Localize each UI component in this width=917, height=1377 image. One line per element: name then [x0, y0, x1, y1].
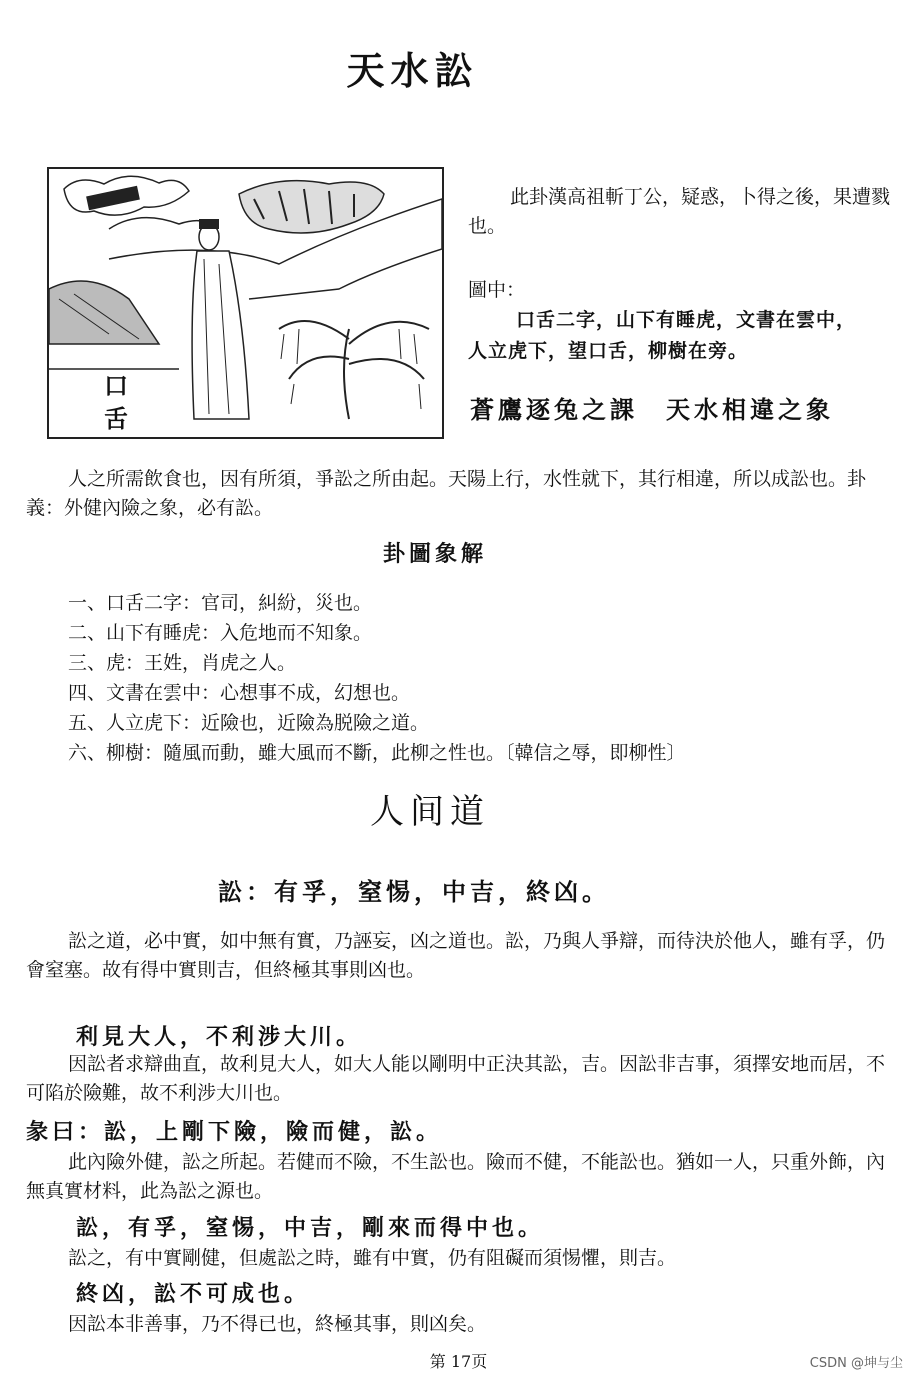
- line-3-explanation: 此內險外健，訟之所起。若健而不險，不生訟也。險而不健，不能訟也。猶如一人，只重外飾，內無真實材料，此為訟之源也。: [26, 1151, 886, 1202]
- illustration-label: 口: [104, 371, 128, 400]
- list-item: 一、口舌二字：官司，糾紛，災也。: [68, 592, 373, 614]
- watermark: CSDN @坤与尘: [809, 1356, 903, 1371]
- line-4-explanation: 訟之，有中實剛健，但處訟之時，雖有中實，仍有阻礙而須惕懼，則吉。: [68, 1247, 677, 1269]
- judgment-explanation: 訟之道，必中實，如中無有實，乃誣妄，凶之道也。訟，乃與人爭辯，而待決於他人，雖有孚，仍會窒塞。故有得中實則吉，但終極其事則凶也。: [26, 930, 886, 981]
- lesson-title: 蒼鷹逐兔之課 天水相違之象: [470, 395, 834, 424]
- mountain-left: [49, 281, 159, 344]
- line-4-text: 訟，有孚，窒惕，中吉，剛來而得中也。: [76, 1215, 545, 1241]
- list-item: 五、人立虎下：近險也，近險為脱險之道。: [68, 712, 430, 734]
- line-5-explanation: 因訟本非善事，乃不得已也，終極其事，則凶矣。: [68, 1313, 487, 1335]
- willow-tree: [279, 321, 429, 419]
- line-2-explanation: 因訟者求辯曲直，故利見大人，如大人能以剛明中正決其訟，吉。因訟非吉事，須擇安地而居，不可陷於險難，故不利涉大川也。: [26, 1053, 886, 1104]
- list-item: 三、虎：王姓，肖虎之人。: [68, 652, 297, 674]
- illustration-svg: [49, 169, 442, 437]
- page-number: 第 17页: [429, 1352, 488, 1371]
- illustration-label: 舌: [104, 404, 128, 433]
- figure-caption-line-2: 人立虎下，望口舌，柳樹在旁。: [468, 340, 749, 362]
- line-2-text: 利見大人，不利涉大川。: [76, 1024, 363, 1050]
- list-item: 六、柳樹：隨風而動，雖大風而不斷，此柳之性也。〔韓信之辱，即柳性〕: [68, 742, 686, 764]
- interpretation-list: [68, 588, 908, 768]
- line-3-text: 彖曰：訟，上剛下險，險而健，訟。: [26, 1119, 443, 1145]
- document-scroll: [86, 186, 140, 211]
- line-5-text: 終凶，訟不可成也。: [76, 1281, 311, 1307]
- section-heading: 卦圖象解: [382, 541, 487, 567]
- person-robe: [192, 251, 249, 419]
- paragraph-overview: 人之所需飲食也，因有所須，爭訟之所由起。天陽上行，水性就下，其行相違，所以成訟也。卦義：外健內險之象，必有訟。: [26, 468, 867, 519]
- list-item: 二、山下有睡虎：入危地而不知象。: [68, 622, 373, 644]
- list-item: 四、文書在雲中：心想事不成，幻想也。: [68, 682, 411, 704]
- judgment-text: 訟：有孚，窒惕，中吉，終凶。: [218, 877, 610, 906]
- tiger-shape: [239, 181, 384, 233]
- figure-caption-line-1: 口舌二字，山下有睡虎，文書在雲中，: [516, 309, 857, 331]
- intro-text: 此卦漢高祖斬丁公，疑惑，卜得之後，果遭戮也。: [468, 186, 891, 237]
- page-title: 天水訟: [346, 48, 479, 93]
- hexagram-illustration: [47, 167, 444, 439]
- human-way-heading: 人间道: [370, 792, 490, 832]
- figure-caption-label: 圖中：: [468, 279, 526, 301]
